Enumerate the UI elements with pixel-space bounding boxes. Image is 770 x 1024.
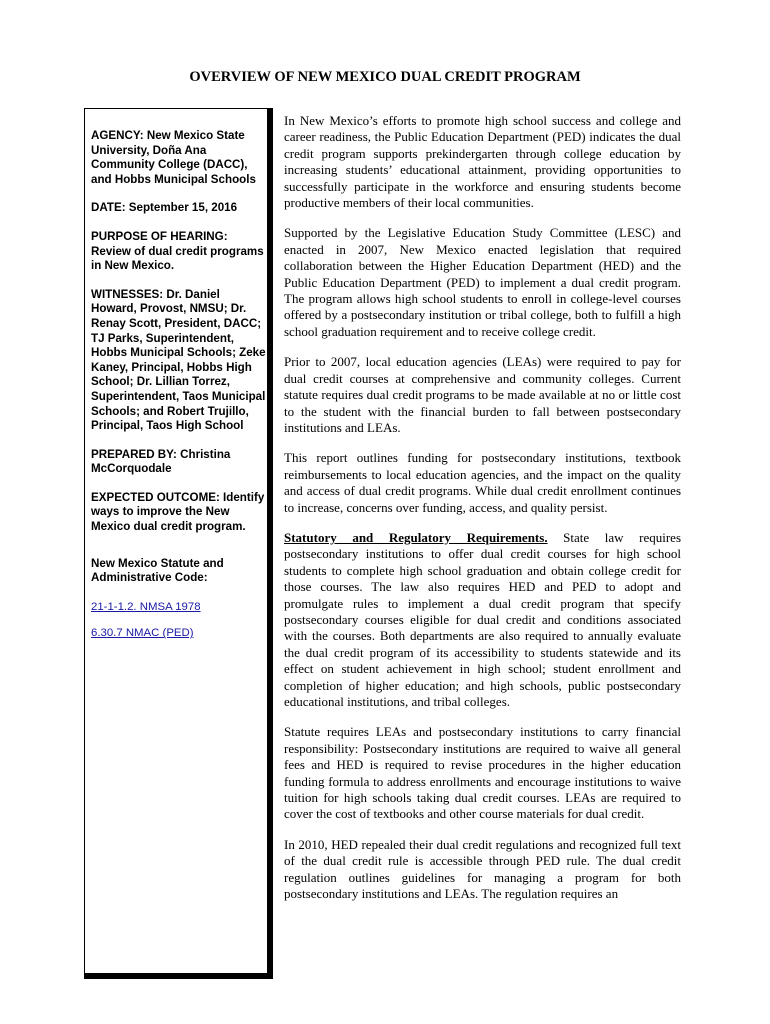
- expected-outcome-block: EXPECTED OUTCOME: Identify ways to improve the New Mexico dual credit program.: [91, 490, 265, 534]
- nmsa-statute-link[interactable]: 21-1-1.2. NMSA 1978: [91, 600, 201, 613]
- nmac-ped-link[interactable]: 6.30.7 NMAC (PED): [91, 627, 194, 640]
- paragraph-report-outline: This report outlines funding for postsecondary institutions, textbook reimbursements to local education agencies, and the impact on the quality and access of dual credit programs. While dual credit enrollment continues to increase, concerns over funding, access, and quality persist.: [284, 450, 681, 515]
- date-block: DATE: September 15, 2016: [91, 201, 238, 215]
- agency-block: AGENCY: New Mexico State University, Doña Ana Community College (DACC), and Hobbs Municipal Schools: [91, 129, 256, 186]
- page-title: OVERVIEW OF NEW MEXICO DUAL CREDIT PROGRAM: [189, 69, 581, 85]
- witnesses-block: WITNESSES: Dr. Daniel Howard, Provost, NMSU; Dr. Renay Scott, President, DACC; TJ Parks, Superintendent, Hobbs Municipal Schools; Zeke Kaney, Principal, Hobbs High School; Dr. Lillian Torrez, Superintendent, Taos Municipal Schools; and Robert Trujillo, Principal, Taos High School: [91, 287, 266, 433]
- purpose-block: PURPOSE OF HEARING: Review of dual credit programs in New Mexico.: [91, 229, 264, 273]
- paragraph-financial-responsibility: Statute requires LEAs and postsecondary institutions to carry financial responsibility: Postsecondary institutions are required to waive all general fees and HED is required to revise procedures in the higher education funding formula to address enrollments and encourage institutions to waive tuition for high schools taking dual credit courses. LEAs are required to cover the cost of textbooks and other course materials for dual credit.: [284, 724, 681, 822]
- hearing-info-sidebar: [84, 108, 273, 979]
- paragraph-prior-2007: Prior to 2007, local education agencies (LEAs) were required to pay for dual credit courses at comprehensive and community colleges. Current statute requires dual credit programs to be made available at no or little cost to the student with the financial burden to fall between postsecondary institutions and LEAs.: [284, 354, 681, 435]
- paragraph-2010-repeal: In 2010, HED repealed their dual credit regulations and recognized full text of the dual credit rule is accessible through PED rule. The dual credit regulation outlines guidelines for managing a program for both postsecondary institutions and LEAs. The regulation requires an: [284, 836, 681, 902]
- statute-code-heading: New Mexico Statute and Administrative Code:: [91, 556, 224, 585]
- paragraph-intro: In New Mexico’s efforts to promote high school success and college and career readiness, the Public Education Department (PED) indicates the dual credit program supports prekindergarten through college education by increasing students’ educational attainment, providing opportunities to successfully participate in the workforce and ensuring students become productive members of their local communities.: [284, 113, 681, 211]
- main-body-text: [284, 113, 681, 916]
- section-heading-statutory: Statutory and Regulatory Requirements.: [284, 529, 548, 545]
- paragraph-lesc: Supported by the Legislative Education Study Committee (LESC) and enacted in 2007, New Mexico enacted legislation that required collaboration between the Higher Education Department (HED) and the Public Education Department (PED) to implement a dual credit program. The program allows high school students to enroll in college-level courses offered by a postsecondary institution or tribal college, both to fulfill a high school graduation requirement and to receive college credit.: [284, 225, 681, 339]
- prepared-by-block: PREPARED BY: Christina McCorquodale: [91, 447, 231, 476]
- paragraph-statutory: [284, 530, 681, 710]
- paragraph-statutory-text: State law requires postsecondary institutions to offer dual credit courses for high school students to complete high school graduation and obtain college credit for those courses. The law also requires HED and PED to adopt and promulgate rules to implement a dual credit program that specify postsecondary courses eligible for dual credit and conditions associated with the courses. Both departments are also required to annually evaluate the dual credit program of its accessibility to students statewide and its effect on student achievement in high school; student enrollment and completion of higher education; and high schools, public postsecondary educational institutions, and tribal colleges.: [284, 529, 682, 709]
